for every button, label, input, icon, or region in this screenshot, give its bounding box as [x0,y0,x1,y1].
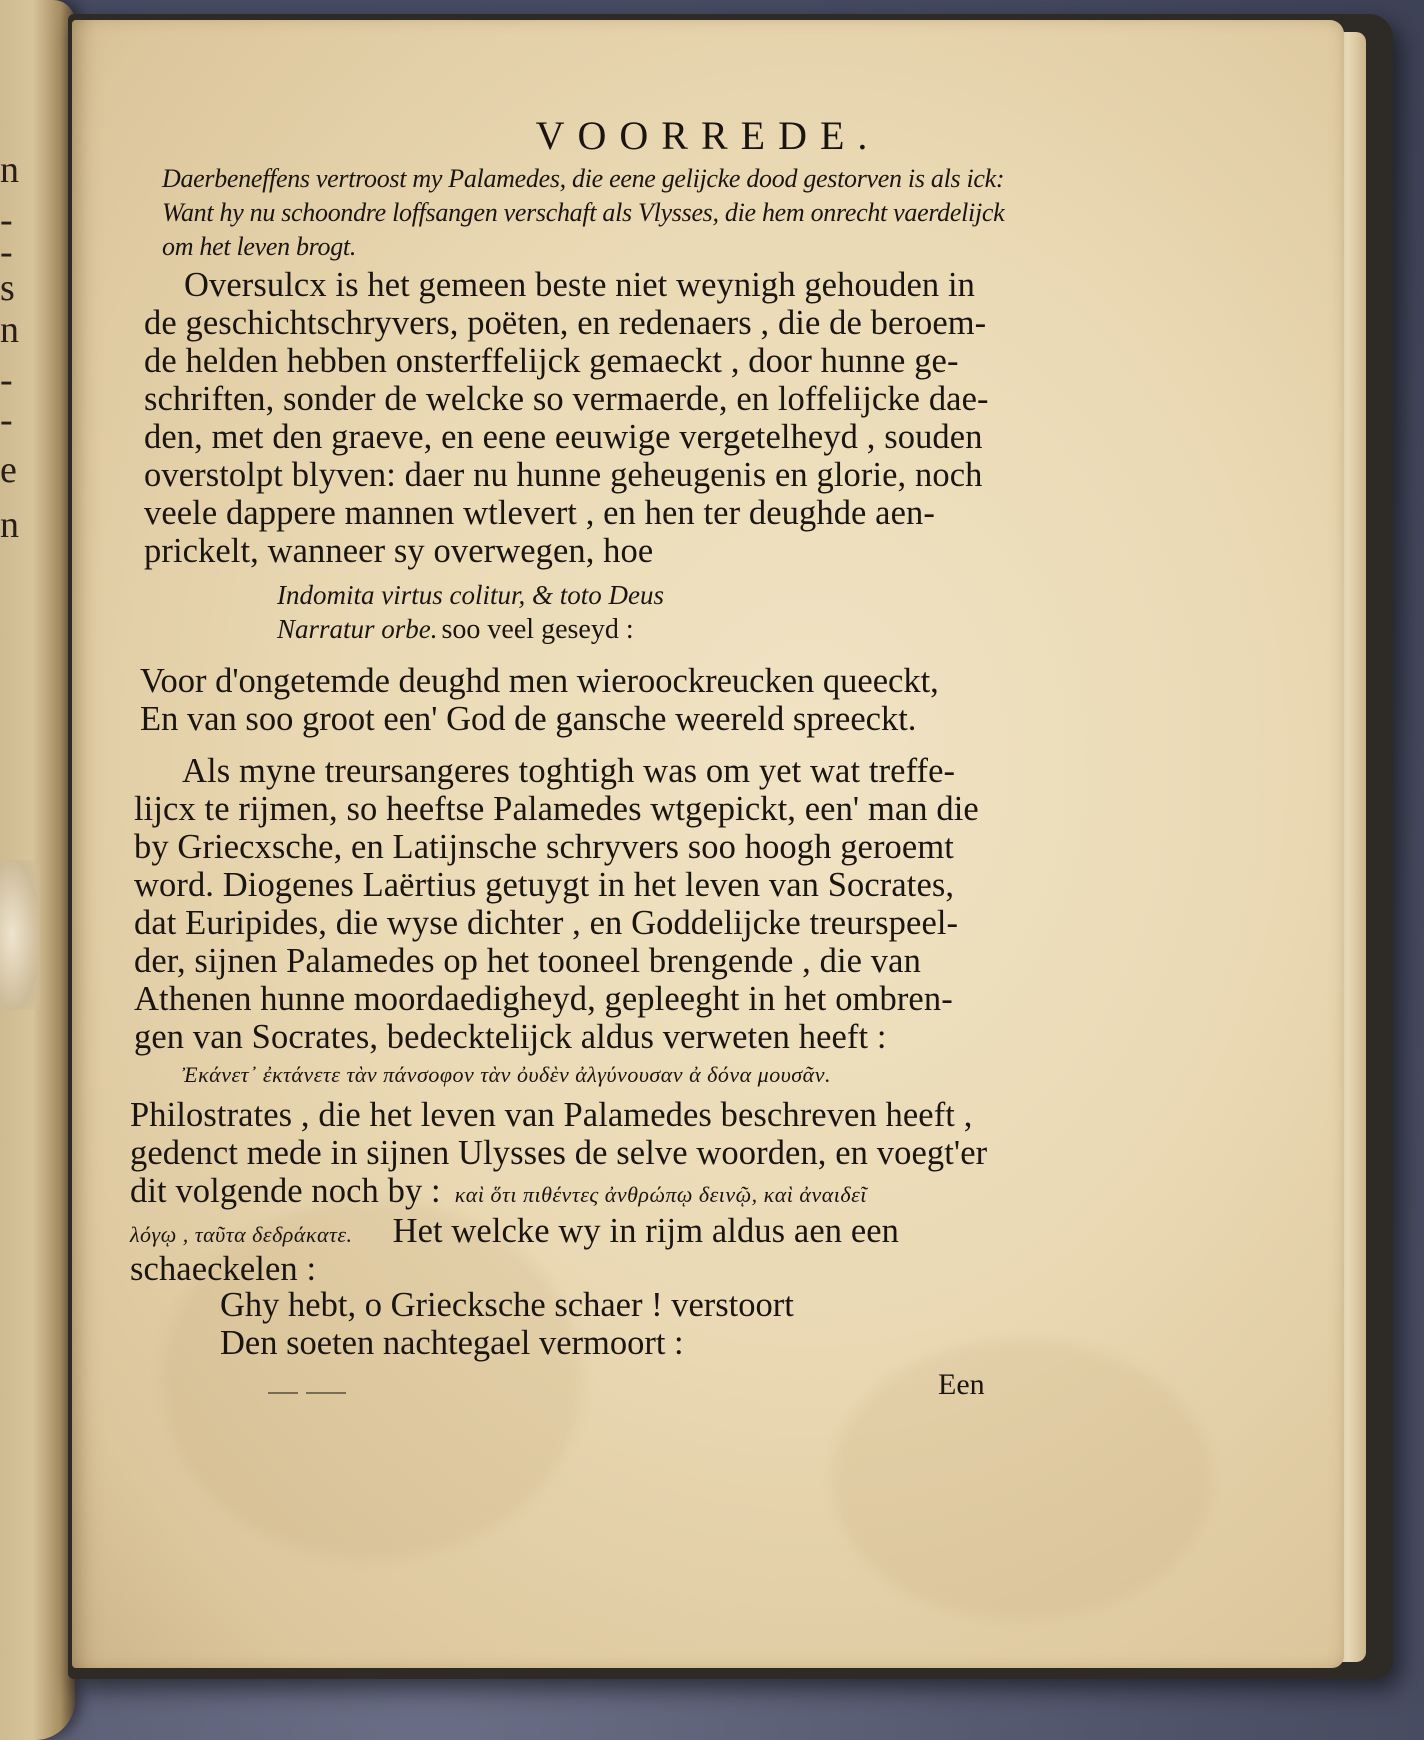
text-line: prickelt, wanneer sy overwegen, hoe [144,532,654,570]
text-line: word. Diogenes Laërtius getuygt in het leven van Socrates, [134,866,955,904]
facing-page-edge [0,0,75,1740]
facing-page-fragment: - [0,199,13,241]
text-line: lijcx te rijmen, so heeftse Palamedes wtgepickt, een' man die [134,790,979,828]
text-line: veele dappere mannen wtlevert , en hen ter deughde aen- [144,494,935,532]
text-line: Philostrates , die het leven van Palamedes beschreven heeft , [130,1096,973,1134]
facing-page-fragment: n [0,504,19,546]
facing-page-fragment: - [0,231,13,273]
text-roman: dit volgende noch by : [130,1172,441,1210]
facing-page-fragment: - [0,399,13,441]
text-line: gedenct mede in sijnen Ulysses de selve woorden, en voegt'er [130,1134,988,1172]
book-page [72,20,1344,1668]
verse-line: Voor d'ongetemde deughd men wieroockreucken queeckt, [140,662,939,700]
text-line: by Griecxsche, en Latijnsche schryvers soo hoogh geroemt [134,828,954,866]
facing-page-fragment: n [0,309,19,351]
text-line: Want hy nu schoondre loffsangen verschaft als Vlysses, die hem onrecht vaerdelijck [162,198,1005,227]
text-line: Oversulcx is het gemeen beste niet weynigh gehouden in [184,266,976,304]
facing-page-fragment: e [0,449,17,491]
text-line: overstolpt blyven: daer nu hunne geheugenis en glorie, noch [144,456,983,494]
text-line: dat Euripides, die wyse dichter , en Goddelijcke treurspeel- [134,904,959,942]
latin-quote-line: Indomita virtus colitur, & toto Deus [277,580,664,610]
text-line: Athenen hunne moordaedigheyd, gepleeght in het ombren- [134,980,953,1018]
text-line: Als myne treursangeres toghtigh was om yet wat treffe- [182,752,956,790]
text-line [130,1212,899,1251]
verse-line: Ghy hebt, o Griecksche schaer ! verstoort [220,1286,794,1324]
text-line: schaeckelen : [130,1250,317,1288]
text-line: den, met den graeve, en eene eeuwige vergetelheyd , souden [144,418,983,456]
latin-quote-line [277,614,634,646]
text-line: de helden hebben onsterffelijck gemaeckt , door hunne ge- [144,342,959,380]
paper-stain [832,1340,1212,1620]
text-line: der, sijnen Palamedes op het tooneel brengende , die van [134,942,921,980]
verse-line: En van soo groot een' God de gansche weereld spreeckt. [140,700,917,738]
verse-line: Den soeten nachtegael vermoort : [220,1324,684,1362]
text-line: de geschichtschryvers, poëten, en redenaers , die de beroem- [144,304,987,342]
catchword: Een [938,1368,985,1401]
text-line: schriften, sonder de welcke so vermaerde, en loffelijcke dae- [144,380,989,418]
greek-inline: καὶ ὅτι πιθέντες ἀνθρώπῳ δεινῷ, καὶ ἀναιδεῖ [454,1182,867,1207]
ink-mark [306,1392,346,1394]
page-header: VOORREDE. [535,113,881,158]
text-line: Daerbeneffens vertroost my Palamedes, die eene gelijcke dood gestorven is als ick: [162,164,1005,193]
page-tear [0,860,40,1010]
facing-page-fragment: - [0,359,13,401]
greek-line: Ἐκάνετ᾽ ἐκτάνετε τὰν πάνσοφον τὰν ὀυδὲν ἀλγύνουσαν ἀ δόνα μουσᾶν. [182,1062,831,1087]
latin-quote-roman: soo veel geseyd : [441,614,634,645]
text-line: gen van Socrates, bedecktelijck aldus verweten heeft : [134,1018,887,1056]
facing-page-fragment: s [0,267,15,309]
text-line: om het leven brogt. [162,232,357,261]
facing-page-fragment: n [0,149,19,191]
greek-inline: λόγῳ , ταῦτα δεδράκατε. [130,1222,353,1247]
ink-mark [268,1392,298,1394]
latin-quote-italic: Narratur orbe. [277,614,438,644]
text-roman: Het welcke wy in rijm aldus aen een [392,1212,900,1250]
text-line [130,1172,867,1211]
